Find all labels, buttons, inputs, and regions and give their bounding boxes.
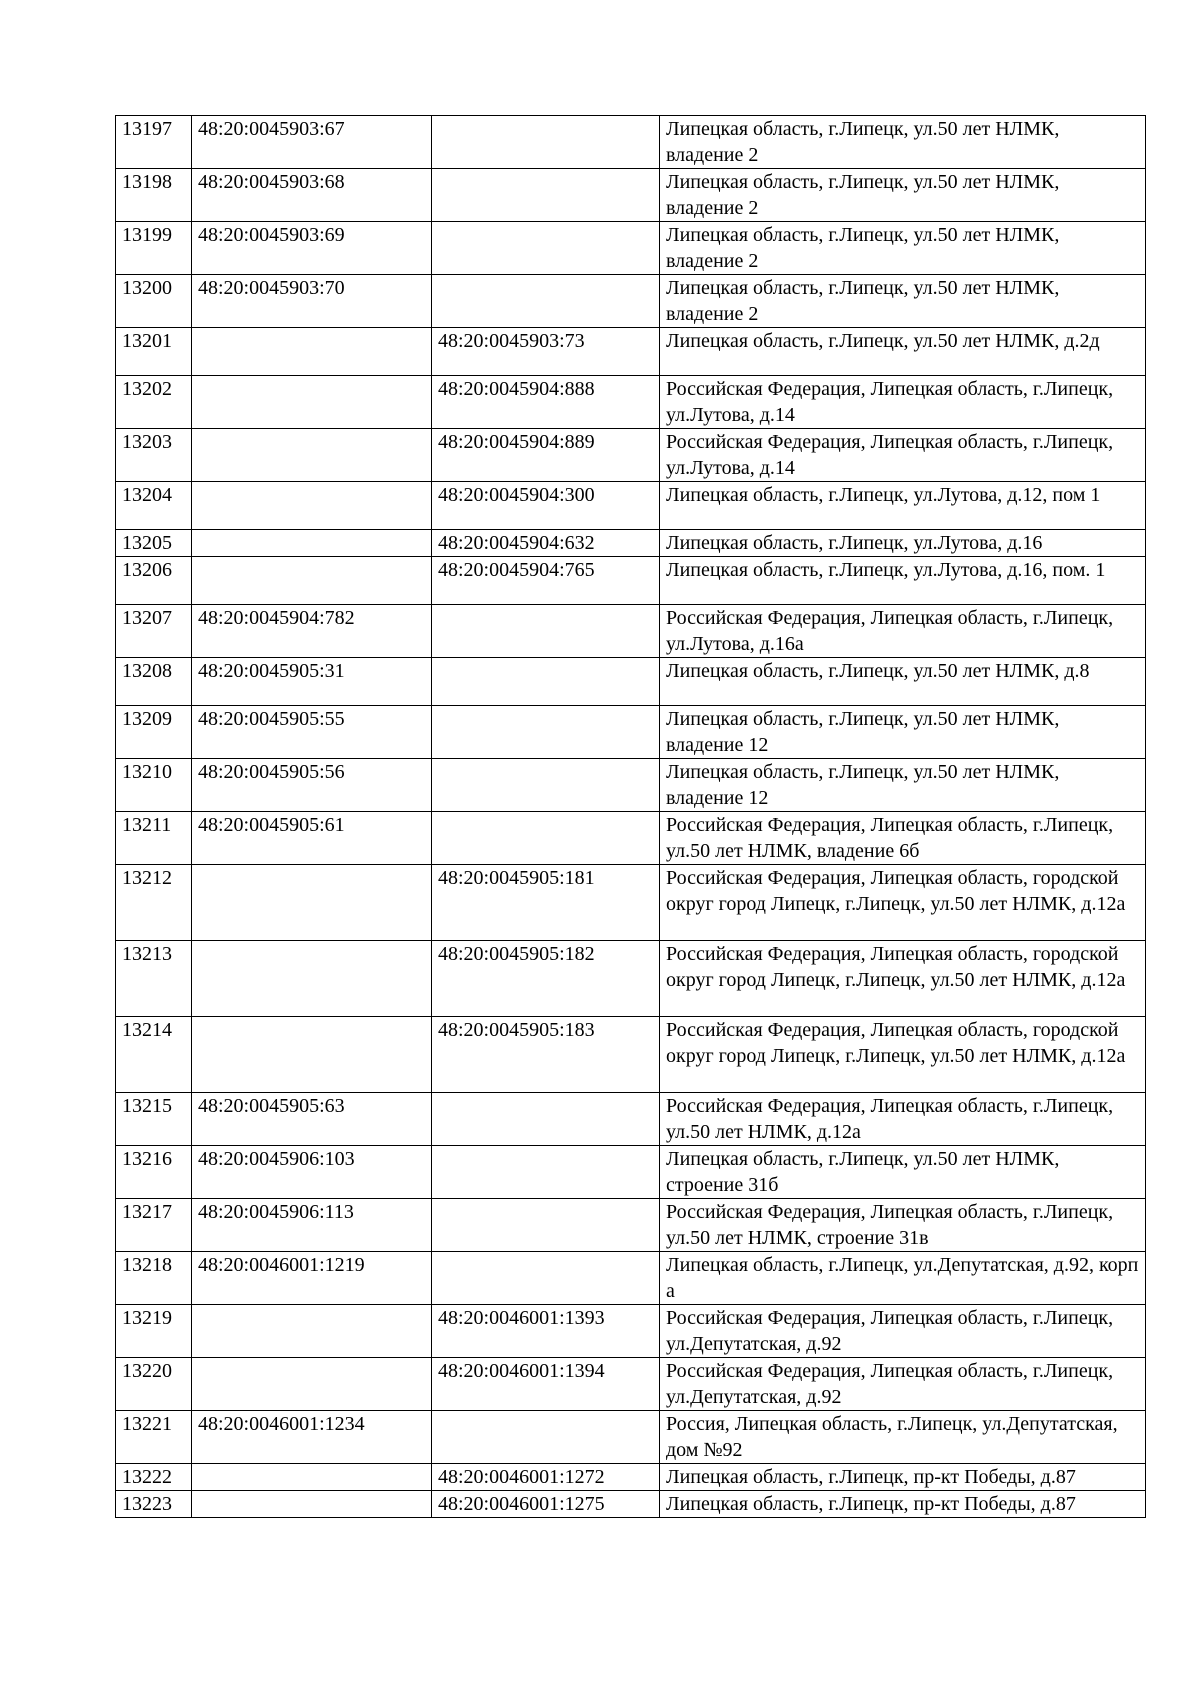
land-parcel-number-cell: 48:20:0045906:113 <box>192 1199 432 1252</box>
building-number-cell: 48:20:0045905:183 <box>432 1017 660 1093</box>
row-number-cell: 13220 <box>116 1358 192 1411</box>
address-cell: Липецкая область, г.Липецк, ул.50 лет НЛМК, владение 12 <box>660 759 1146 812</box>
land-parcel-number-cell <box>192 1017 432 1093</box>
table-row <box>116 865 1146 941</box>
building-number-cell <box>432 1146 660 1199</box>
building-number-cell <box>432 1199 660 1252</box>
row-number-cell: 13199 <box>116 222 192 275</box>
address-cell: Российская Федерация, Липецкая область, г.Липецк, ул.Депутатская, д.92 <box>660 1305 1146 1358</box>
address-cell: Липецкая область, г.Липецк, ул.Лутова, д.16, пом. 1 <box>660 557 1146 605</box>
building-number-cell: 48:20:0046001:1394 <box>432 1358 660 1411</box>
address-cell: Российская Федерация, Липецкая область, городской округ город Липецк, г.Липецк, ул.50 лет НЛМК, д.12а <box>660 1017 1146 1093</box>
building-number-cell <box>432 116 660 169</box>
row-number-cell: 13204 <box>116 482 192 530</box>
table-row <box>116 429 1146 482</box>
row-number-cell: 13219 <box>116 1305 192 1358</box>
table-row <box>116 1358 1146 1411</box>
building-number-cell: 48:20:0045905:182 <box>432 941 660 1017</box>
table-row <box>116 328 1146 376</box>
row-number-cell: 13207 <box>116 605 192 658</box>
land-parcel-number-cell <box>192 865 432 941</box>
land-parcel-number-cell <box>192 328 432 376</box>
land-parcel-number-cell <box>192 1358 432 1411</box>
table-row <box>116 530 1146 557</box>
table-row <box>116 759 1146 812</box>
row-number-cell: 13216 <box>116 1146 192 1199</box>
land-parcel-number-cell: 48:20:0046001:1234 <box>192 1411 432 1464</box>
land-parcel-number-cell <box>192 429 432 482</box>
table-row <box>116 116 1146 169</box>
table-row <box>116 1305 1146 1358</box>
table-row <box>116 1146 1146 1199</box>
address-cell: Российская Федерация, Липецкая область, городской округ город Липецк, г.Липецк, ул.50 лет НЛМК, д.12а <box>660 865 1146 941</box>
address-cell: Липецкая область, г.Липецк, пр-кт Победы, д.87 <box>660 1464 1146 1491</box>
land-parcel-number-cell <box>192 557 432 605</box>
building-number-cell: 48:20:0045904:300 <box>432 482 660 530</box>
address-cell: Российская Федерация, Липецкая область, городской округ город Липецк, г.Липецк, ул.50 лет НЛМК, д.12а <box>660 941 1146 1017</box>
table-row <box>116 941 1146 1017</box>
row-number-cell: 13208 <box>116 658 192 706</box>
building-number-cell: 48:20:0045903:73 <box>432 328 660 376</box>
land-parcel-number-cell: 48:20:0045905:61 <box>192 812 432 865</box>
address-cell: Российская Федерация, Липецкая область, г.Липецк, ул.Лутова, д.14 <box>660 376 1146 429</box>
table-row <box>116 376 1146 429</box>
row-number-cell: 13206 <box>116 557 192 605</box>
address-cell: Российская Федерация, Липецкая область, г.Липецк, ул.Депутатская, д.92 <box>660 1358 1146 1411</box>
table-row <box>116 169 1146 222</box>
table-row <box>116 1017 1146 1093</box>
land-parcel-number-cell: 48:20:0045905:55 <box>192 706 432 759</box>
row-number-cell: 13222 <box>116 1464 192 1491</box>
building-number-cell <box>432 706 660 759</box>
address-cell: Липецкая область, г.Липецк, ул.50 лет НЛМК, д.2д <box>660 328 1146 376</box>
address-cell: Липецкая область, г.Липецк, ул.Депутатская, д.92, корп а <box>660 1252 1146 1305</box>
address-cell: Российская Федерация, Липецкая область, г.Липецк, ул.Лутова, д.14 <box>660 429 1146 482</box>
address-cell: Липецкая область, г.Липецк, ул.50 лет НЛМК, строение 31б <box>660 1146 1146 1199</box>
table-row <box>116 1491 1146 1518</box>
building-number-cell <box>432 275 660 328</box>
address-cell: Липецкая область, г.Липецк, ул.50 лет НЛМК, владение 2 <box>660 116 1146 169</box>
address-cell: Липецкая область, г.Липецк, ул.50 лет НЛМК, владение 2 <box>660 275 1146 328</box>
land-parcel-number-cell <box>192 482 432 530</box>
building-number-cell: 48:20:0045904:765 <box>432 557 660 605</box>
row-number-cell: 13197 <box>116 116 192 169</box>
address-cell: Липецкая область, г.Липецк, ул.50 лет НЛМК, владение 2 <box>660 169 1146 222</box>
address-cell: Липецкая область, г.Липецк, ул.50 лет НЛМК, владение 12 <box>660 706 1146 759</box>
address-cell: Липецкая область, г.Липецк, ул.50 лет НЛМК, д.8 <box>660 658 1146 706</box>
building-number-cell <box>432 222 660 275</box>
building-number-cell <box>432 169 660 222</box>
address-cell: Липецкая область, г.Липецк, ул.Лутова, д.12, пом 1 <box>660 482 1146 530</box>
land-parcel-number-cell: 48:20:0045905:63 <box>192 1093 432 1146</box>
table-row <box>116 275 1146 328</box>
row-number-cell: 13209 <box>116 706 192 759</box>
table-row <box>116 482 1146 530</box>
table-row <box>116 658 1146 706</box>
building-number-cell: 48:20:0045905:181 <box>432 865 660 941</box>
row-number-cell: 13198 <box>116 169 192 222</box>
building-number-cell <box>432 1093 660 1146</box>
building-number-cell: 48:20:0045904:888 <box>432 376 660 429</box>
table-row <box>116 1252 1146 1305</box>
table-row <box>116 1411 1146 1464</box>
address-cell: Российская Федерация, Липецкая область, г.Липецк, ул.50 лет НЛМК, владение 6б <box>660 812 1146 865</box>
land-parcel-number-cell: 48:20:0045905:31 <box>192 658 432 706</box>
land-parcel-number-cell <box>192 1305 432 1358</box>
land-parcel-number-cell: 48:20:0045904:782 <box>192 605 432 658</box>
building-number-cell <box>432 812 660 865</box>
row-number-cell: 13205 <box>116 530 192 557</box>
land-parcel-number-cell: 48:20:0046001:1219 <box>192 1252 432 1305</box>
land-parcel-number-cell <box>192 1491 432 1518</box>
row-number-cell: 13210 <box>116 759 192 812</box>
land-parcel-number-cell <box>192 530 432 557</box>
row-number-cell: 13218 <box>116 1252 192 1305</box>
row-number-cell: 13214 <box>116 1017 192 1093</box>
register-table <box>115 115 1146 1518</box>
building-number-cell <box>432 759 660 812</box>
land-parcel-number-cell: 48:20:0045905:56 <box>192 759 432 812</box>
table-row <box>116 557 1146 605</box>
row-number-cell: 13201 <box>116 328 192 376</box>
building-number-cell <box>432 1411 660 1464</box>
address-cell: Липецкая область, г.Липецк, ул.Лутова, д.16 <box>660 530 1146 557</box>
building-number-cell: 48:20:0046001:1272 <box>432 1464 660 1491</box>
table-row <box>116 1093 1146 1146</box>
table-row <box>116 1199 1146 1252</box>
register-table-body <box>116 116 1146 1518</box>
row-number-cell: 13223 <box>116 1491 192 1518</box>
address-cell: Липецкая область, г.Липецк, пр-кт Победы, д.87 <box>660 1491 1146 1518</box>
land-parcel-number-cell: 48:20:0045906:103 <box>192 1146 432 1199</box>
row-number-cell: 13211 <box>116 812 192 865</box>
row-number-cell: 13215 <box>116 1093 192 1146</box>
address-cell: Российская Федерация, Липецкая область, г.Липецк, ул.Лутова, д.16а <box>660 605 1146 658</box>
row-number-cell: 13200 <box>116 275 192 328</box>
row-number-cell: 13202 <box>116 376 192 429</box>
address-cell: Россия, Липецкая область, г.Липецк, ул.Депутатская, дом №92 <box>660 1411 1146 1464</box>
building-number-cell <box>432 605 660 658</box>
land-parcel-number-cell: 48:20:0045903:70 <box>192 275 432 328</box>
row-number-cell: 13217 <box>116 1199 192 1252</box>
land-parcel-number-cell: 48:20:0045903:68 <box>192 169 432 222</box>
building-number-cell: 48:20:0046001:1393 <box>432 1305 660 1358</box>
land-parcel-number-cell: 48:20:0045903:69 <box>192 222 432 275</box>
row-number-cell: 13203 <box>116 429 192 482</box>
building-number-cell <box>432 658 660 706</box>
table-row <box>116 812 1146 865</box>
row-number-cell: 13213 <box>116 941 192 1017</box>
table-row <box>116 605 1146 658</box>
row-number-cell: 13212 <box>116 865 192 941</box>
building-number-cell <box>432 1252 660 1305</box>
building-number-cell: 48:20:0046001:1275 <box>432 1491 660 1518</box>
address-cell: Российская Федерация, Липецкая область, г.Липецк, ул.50 лет НЛМК, строение 31в <box>660 1199 1146 1252</box>
address-cell: Российская Федерация, Липецкая область, г.Липецк, ул.50 лет НЛМК, д.12а <box>660 1093 1146 1146</box>
land-parcel-number-cell <box>192 1464 432 1491</box>
document-page <box>115 115 1145 1518</box>
building-number-cell: 48:20:0045904:632 <box>432 530 660 557</box>
land-parcel-number-cell <box>192 941 432 1017</box>
row-number-cell: 13221 <box>116 1411 192 1464</box>
table-row <box>116 222 1146 275</box>
table-row <box>116 706 1146 759</box>
land-parcel-number-cell <box>192 376 432 429</box>
address-cell: Липецкая область, г.Липецк, ул.50 лет НЛМК, владение 2 <box>660 222 1146 275</box>
land-parcel-number-cell: 48:20:0045903:67 <box>192 116 432 169</box>
building-number-cell: 48:20:0045904:889 <box>432 429 660 482</box>
table-row <box>116 1464 1146 1491</box>
